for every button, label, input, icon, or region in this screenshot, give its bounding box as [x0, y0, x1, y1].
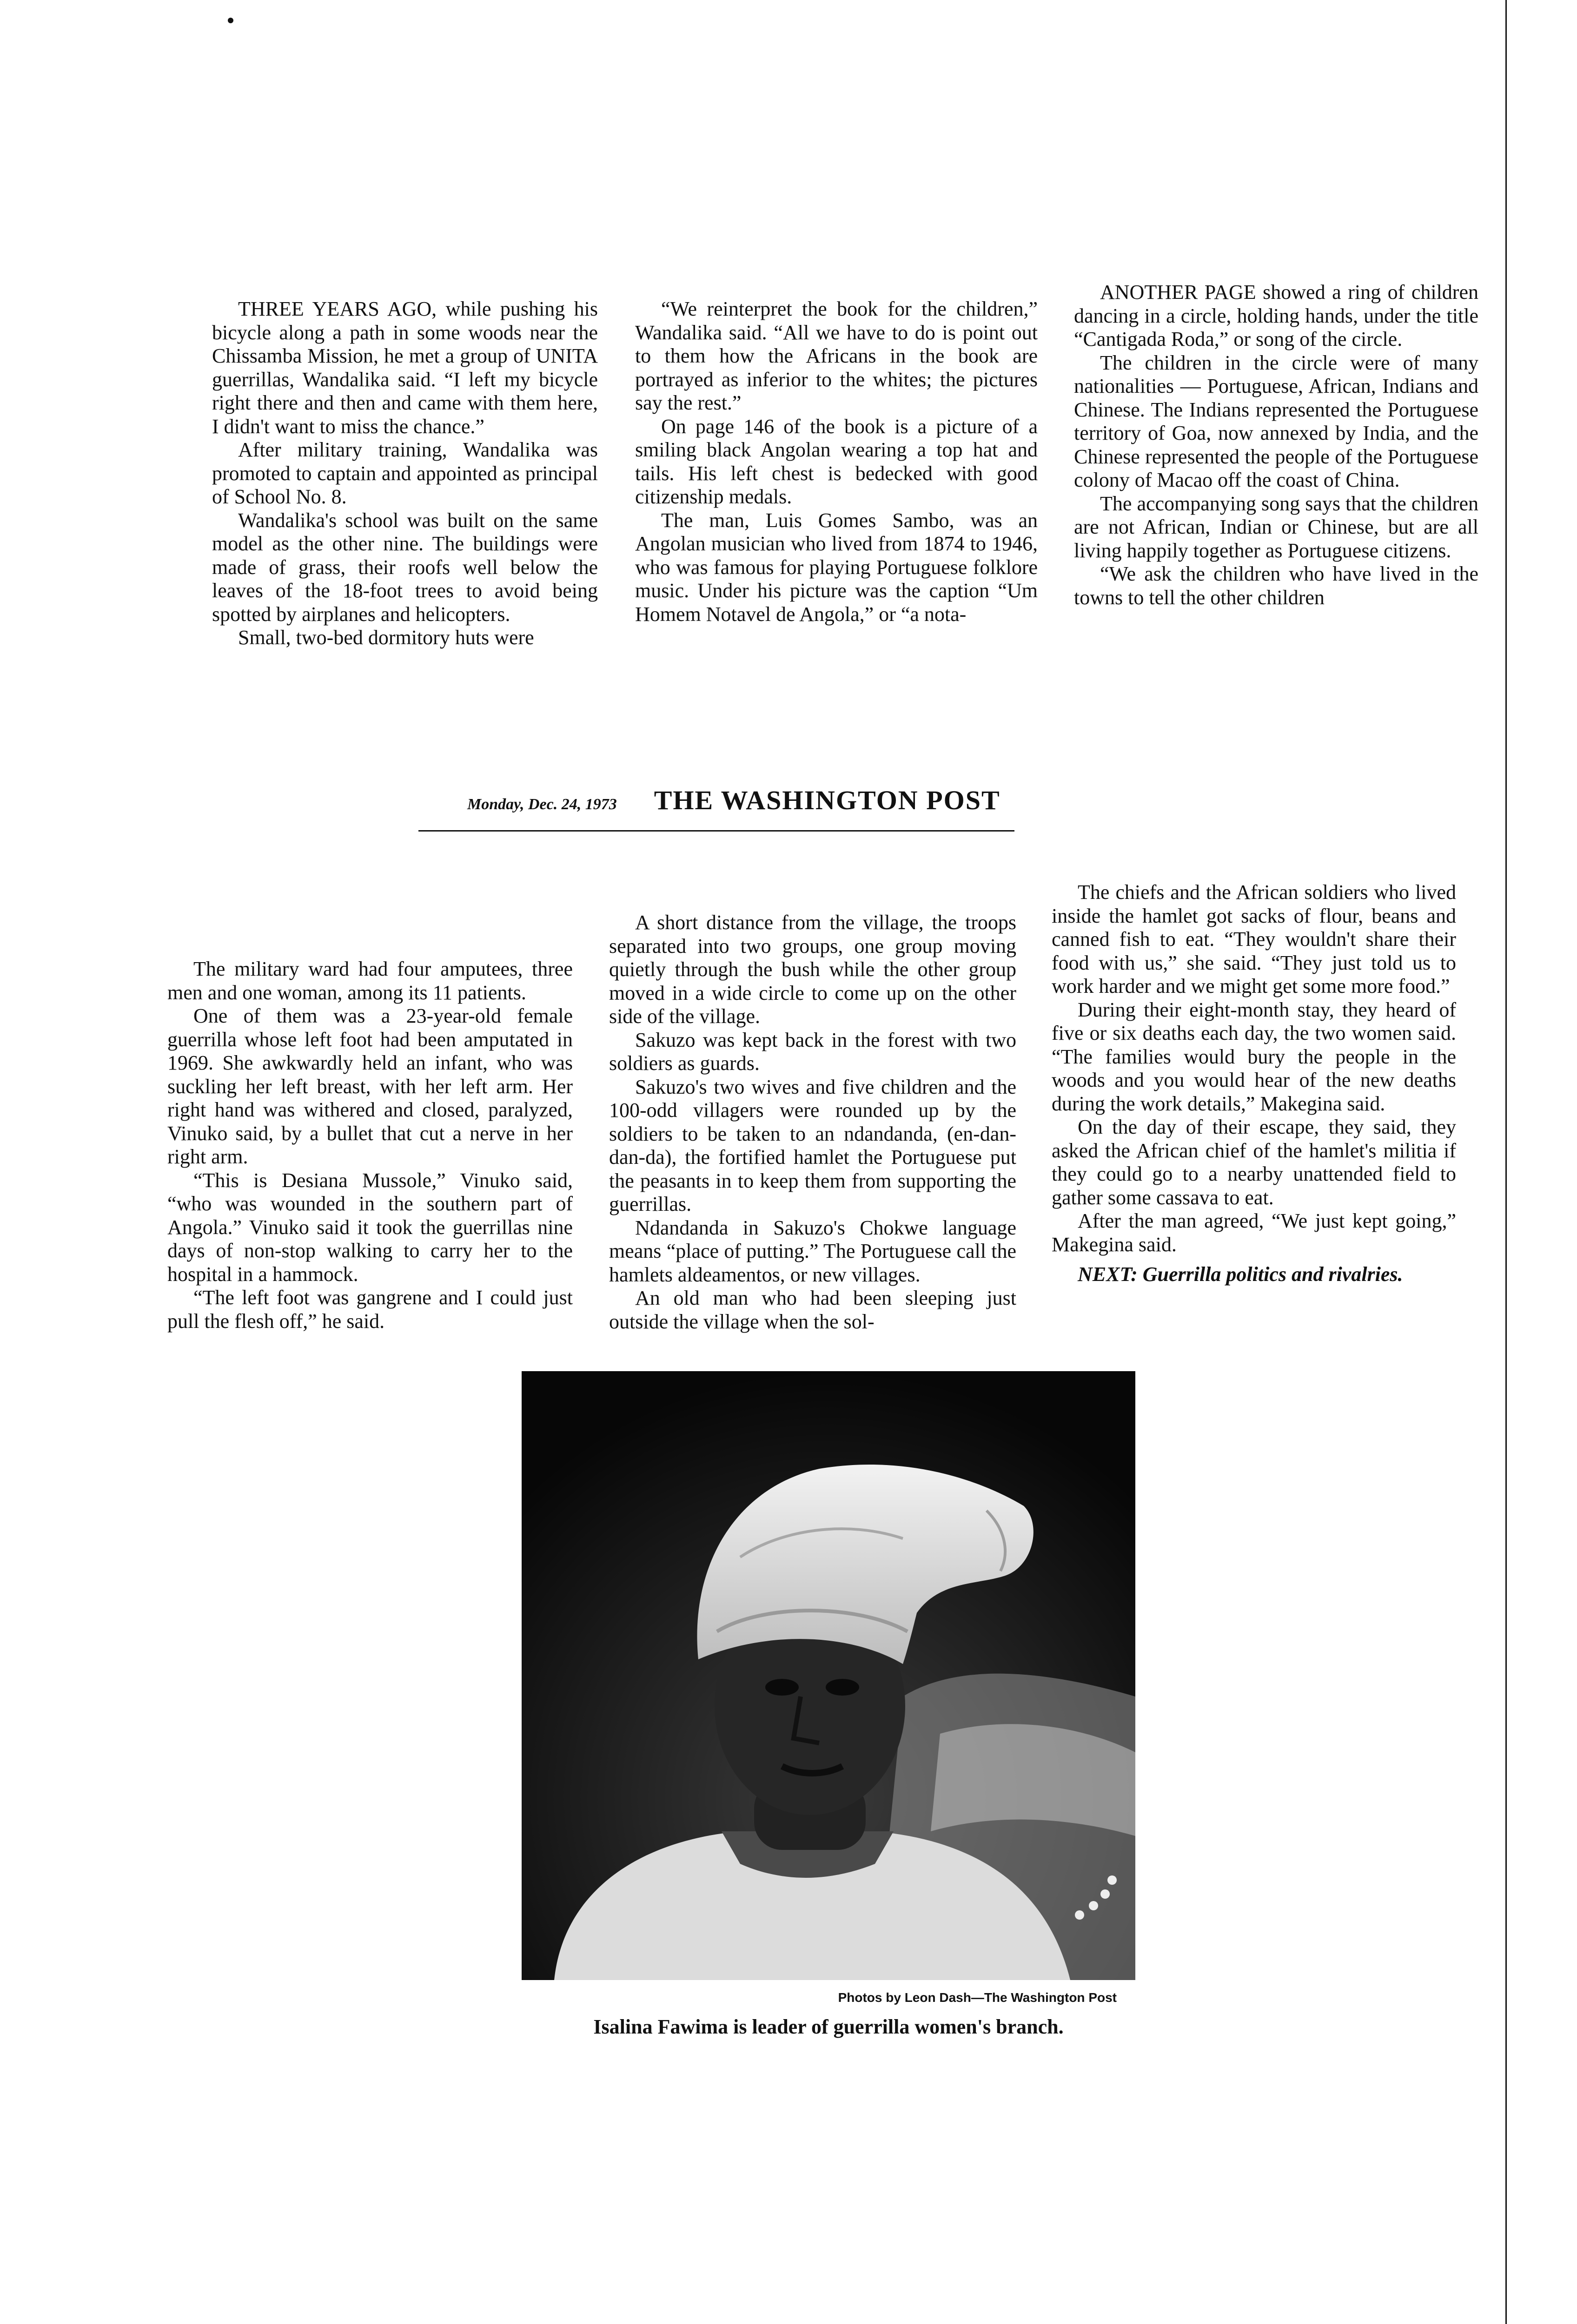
paragraph: The chiefs and the African soldiers who lived inside the hamlet got sacks of flour, beans and canned fish to eat. “They wouldn't share their food with us,” she said. “They just told us to work harder and we might get some more food.”	[1052, 881, 1456, 997]
paragraph: A short distance from the village, the troops separated into two groups, one group moving quietly through the bush while the other group moved in a wide circle to come up on the other side of the village.	[609, 911, 1016, 1028]
portrait-photo	[522, 1371, 1135, 1980]
paragraph: Sakuzo's two wives and five children and the 100-odd villagers were rounded up by the soldiers to be taken to an ndandanda, (en-dan-dan-da), the fortified hamlet the Portuguese put the peasants in to keep them from supporting the guerrillas.	[609, 1075, 1016, 1215]
paragraph: “The left foot was gangrene and I could just pull the flesh off,” he said.	[167, 1286, 573, 1333]
paragraph: After the man agreed, “We just kept going,” Makegina said.	[1052, 1209, 1456, 1256]
paragraph: “We reinterpret the book for the children,” Wandalika said. “All we have to do is point out to them how the Africans in the book are portrayed as inferior to the whites; the pictures say the rest.”	[635, 297, 1038, 414]
paragraph: Sakuzo was kept back in the forest with two soldiers as guards.	[609, 1028, 1016, 1075]
paragraph: During their eight-month stay, they heard of five or six deaths each day, the two women said. “The families would bury the people in the woods and you would hear of the new deaths during the work details,” Makegina said.	[1052, 998, 1456, 1115]
masthead	[458, 785, 1007, 822]
bottom-column-3	[1052, 881, 1456, 1287]
photo-credit: Photos by Leon Dash—The Washington Post	[838, 1990, 1117, 2005]
paragraph: Ndandanda in Sakuzo's Chokwe language means “place of putting.” The Portuguese call the hamlets aldeamentos, or new villages.	[609, 1216, 1016, 1286]
bottom-column-2	[609, 911, 1016, 1334]
top-column-1	[212, 297, 598, 650]
masthead-rule	[418, 830, 1014, 832]
paragraph: After military training, Wandalika was promoted to captain and appointed as principal of School No. 8.	[212, 438, 598, 508]
bottom-column-1	[167, 957, 573, 1333]
paragraph: THREE YEARS AGO, while pushing his bicycle along a path in some woods near the Chissamba Mission, he met a group of UNITA guerrillas, Wandalika said. “I left my bicycle right there and then and came with them here, I didn't want to miss the chance.”	[212, 297, 598, 438]
paragraph: The military ward had four amputees, three men and one woman, among its 11 patients.	[167, 957, 573, 1004]
paragraph: “We ask the children who have lived in the towns to tell the other children	[1074, 562, 1478, 609]
paragraph: On page 146 of the book is a picture of a smiling black Angolan wearing a top hat and tails. His left chest is bedecked with good citizenship medals.	[635, 415, 1038, 508]
paragraph: An old man who had been sleeping just outside the village when the sol-	[609, 1287, 1016, 1333]
scan-edge-vertical	[1505, 0, 1507, 2324]
paragraph: Wandalika's school was built on the same model as the other nine. The buildings were made of grass, their roofs well below the leaves of the 18-foot trees to avoid being spotted by airplanes and helicopters.	[212, 508, 598, 626]
paragraph: On the day of their escape, they said, they asked the African chief of the hamlet's militia if they could go to a nearby unattended field to gather some cassava to eat.	[1052, 1116, 1456, 1209]
photo-caption: Isalina Fawima is leader of guerrilla women's branch.	[593, 2015, 1064, 2038]
paragraph: The man, Luis Gomes Sambo, was an Angolan musician who lived from 1874 to 1946, who was famous for playing Portuguese folklore music. Under his picture was the caption “Um Homem Notavel de Angola,” or “a nota-	[635, 508, 1038, 626]
paragraph: ANOTHER PAGE showed a ring of children dancing in a circle, holding hands, under the title “Cantigada Roda,” or song of the circle.	[1074, 281, 1478, 350]
paragraph: The children in the circle were of many nationalities — Portuguese, African, Indians and Chinese. The Indians represented the Portuguese territory of Goa, now annexed by India, and the Chinese represented the people of the Portuguese colony of Macao off the coast of China.	[1074, 351, 1478, 491]
print-speck	[228, 18, 233, 23]
top-column-3	[1074, 281, 1478, 609]
paragraph: The accompanying song says that the children are not African, Indian or Chinese, but are all living happily together as Portuguese citizens.	[1074, 492, 1478, 562]
top-column-2	[635, 297, 1038, 626]
paragraph: Small, two-bed dormitory huts were	[238, 626, 534, 649]
next-teaser: NEXT: Guerrilla politics and rivalries.	[1078, 1263, 1403, 1286]
paragraph: One of them was a 23-year-old female guerrilla whose left foot had been amputated in 1969. She awkwardly held an infant, who was suckling her left breast, with her left arm. Her right hand was withered and closed, paralyzed, Vinuko said, by a bullet that cut a nerve in her right arm.	[167, 1004, 573, 1168]
portrait-illustration	[522, 1371, 1135, 1980]
masthead-date: Monday, Dec. 24, 1973	[467, 796, 617, 813]
masthead-name: THE WASHINGTON POST	[654, 785, 1001, 815]
paragraph: “This is Desiana Mussole,” Vinuko said, “who was wounded in the southern part of Angola.” Vinuko said it took the guerrillas nine days of non-stop walking to carry her to the hospital in a hammock.	[167, 1169, 573, 1286]
